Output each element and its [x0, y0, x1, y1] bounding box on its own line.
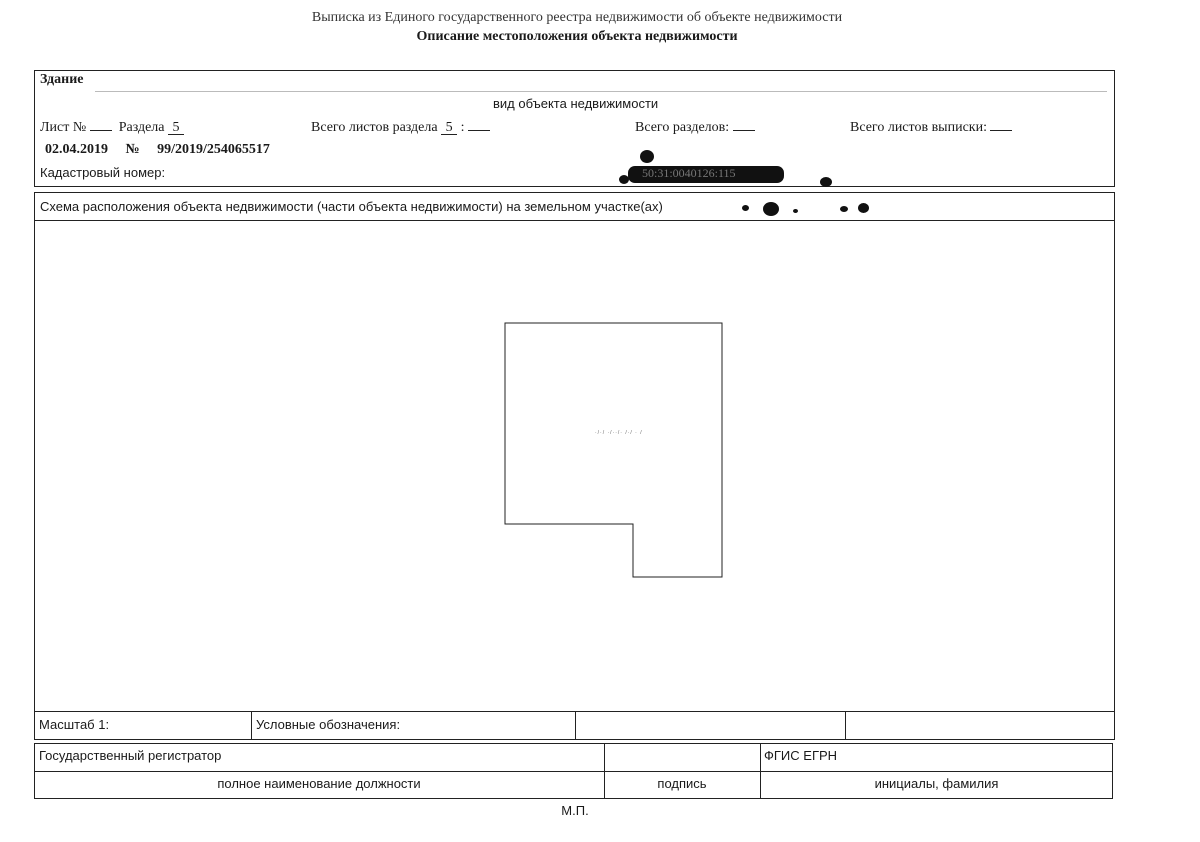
redaction-blot: [820, 177, 832, 187]
legend-label: Условные обозначения:: [256, 717, 401, 732]
sheet-blank: [90, 119, 112, 131]
redaction-blot: [793, 209, 798, 213]
total-sections-label: Всего разделов:: [635, 120, 730, 135]
total-sheets-blank: [990, 119, 1012, 131]
position-caption: полное наименование должности: [217, 776, 421, 791]
sheets-in-section-label: Всего листов раздела: [311, 120, 438, 135]
sheets-in-section-blank: [468, 119, 490, 131]
sheets-in-section-value: 5: [441, 121, 457, 135]
total-sections-field: [635, 119, 755, 136]
object-type-underline: [95, 91, 1107, 92]
sheet-label: Лист №: [40, 120, 87, 135]
extract-number: 99/2019/254065517: [157, 142, 270, 157]
legend-row-sep: [845, 711, 846, 740]
redaction-blot: [763, 202, 779, 216]
building-footprint: [500, 318, 730, 583]
redaction-blot: [619, 175, 629, 184]
section-value: 5: [168, 121, 184, 135]
cadastral-label: Кадастровый номер:: [40, 165, 166, 180]
redaction-blot: [742, 205, 749, 211]
scheme-title-divider: [34, 220, 1115, 221]
document-title: Выписка из Единого государственного реестра недвижимости об объекте недвижимости: [311, 10, 843, 25]
section-label: Раздела: [118, 120, 165, 135]
object-type-caption: вид объекта недвижимости: [493, 96, 659, 111]
plan-label: ·/·/ ·/··/· /·/ · /: [595, 430, 643, 436]
total-sheets-label: Всего листов выписки:: [850, 120, 987, 135]
legend-row-sep: [575, 711, 576, 740]
redaction-blot: [858, 203, 869, 213]
extract-date: 02.04.2019: [45, 142, 108, 157]
total-sheets-field: [850, 119, 1012, 136]
stamp-place: М.П.: [561, 803, 589, 818]
total-sections-blank: [733, 119, 755, 131]
sheets-in-section-field: [311, 119, 490, 136]
legend-row-sep: [251, 711, 252, 740]
signature-caption: подпись: [657, 776, 707, 791]
redaction-blot: [640, 150, 654, 163]
number-sign: №: [125, 142, 140, 157]
cadastral-number-redacted: 50:31:0040126:115: [628, 166, 784, 183]
redaction-blot: [840, 206, 848, 212]
scale-label: Масштаб 1:: [39, 717, 110, 732]
scheme-title: Схема расположения объекта недвижимости (части объекта недвижимости) на земельном участке(ах): [40, 199, 663, 214]
registrar-label: Государственный регистратор: [39, 748, 222, 763]
name-caption: инициалы, фамилия: [874, 776, 999, 791]
object-type: Здание: [40, 72, 84, 87]
extract-date-number: [45, 142, 270, 158]
system-label: ФГИС ЕГРН: [764, 748, 838, 763]
sheets-in-section-suffix: :: [460, 120, 465, 135]
signature-row-divider: [34, 771, 1113, 772]
document-subtitle: Описание местоположения объекта недвижимости: [416, 29, 738, 44]
sheet-number-field: [40, 119, 184, 136]
